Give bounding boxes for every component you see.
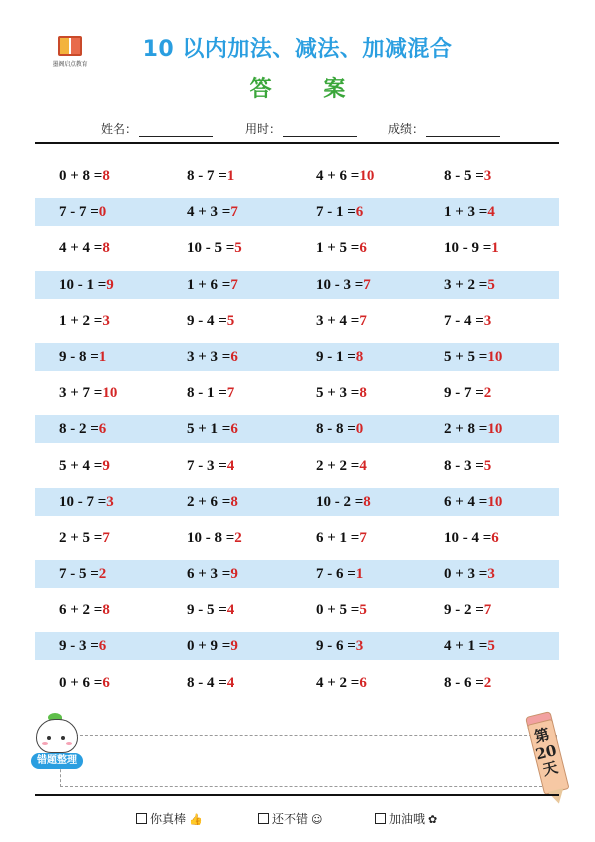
problem-item (59, 596, 110, 624)
day-prefix: 第 (532, 725, 552, 747)
answer: 4 (487, 204, 495, 221)
question: 5 + 5 = (444, 348, 488, 365)
problem-item (59, 452, 110, 480)
problem-item (316, 524, 367, 552)
problem-item (59, 343, 106, 371)
question: 3 + 2 = (444, 276, 488, 293)
answer: 7 (102, 529, 110, 546)
problem-item (187, 488, 238, 516)
problem-item (187, 669, 234, 697)
question: 7 - 7 = (59, 204, 99, 221)
self-evaluation (0, 808, 595, 828)
answer: 3 (102, 312, 110, 329)
answer: 6 (98, 638, 107, 655)
problem-row (35, 379, 559, 407)
problem-row (35, 271, 559, 299)
option-good[interactable] (258, 810, 322, 827)
problem-item (187, 307, 234, 335)
problem-row (35, 343, 559, 371)
answer: 0 (98, 204, 107, 221)
answer: 1 (491, 240, 499, 257)
review-area[interactable] (60, 735, 557, 787)
problem-item (316, 632, 363, 660)
question: 8 - 1 = (187, 385, 227, 402)
problem-row (35, 632, 559, 660)
question: 7 - 5 = (59, 566, 99, 583)
problem-row (35, 452, 559, 480)
question: 9 - 3 = (59, 638, 99, 655)
score-field[interactable] (388, 120, 500, 137)
answer: 9 (106, 276, 114, 293)
problem-row (35, 669, 559, 697)
answer: 6 (230, 421, 238, 438)
problem-item (59, 379, 117, 407)
answer: 8 (359, 385, 367, 402)
problem-item (187, 560, 238, 588)
problem-item (316, 271, 371, 299)
question: 2 + 8 = (444, 421, 488, 438)
problem-item (187, 234, 242, 262)
question: 9 - 4 = (187, 312, 227, 329)
problem-item (316, 415, 363, 443)
question: 0 + 8 = (59, 168, 103, 184)
answer: 6 (355, 204, 364, 221)
problem-row (35, 198, 559, 226)
problem-item (316, 488, 371, 516)
answer: 10 (359, 168, 375, 184)
question: 4 + 1 = (444, 638, 488, 655)
brand-name: 墨阁启点教育 (52, 61, 88, 68)
answer: 7 (226, 385, 235, 402)
question: 8 - 4 = (187, 674, 227, 691)
question: 5 + 1 = (187, 421, 231, 438)
problem-item (59, 632, 106, 660)
question: 4 + 3 = (187, 204, 231, 221)
thumbs-up-icon: 👍 (189, 813, 203, 826)
problem-item (59, 560, 106, 588)
question: 6 + 1 = (316, 529, 360, 546)
answer: 6 (359, 240, 367, 257)
problem-row (35, 162, 559, 190)
problem-item (59, 162, 110, 190)
answer: 4 (226, 457, 235, 474)
problem-row (35, 415, 559, 443)
question: 10 - 3 = (316, 276, 364, 293)
answer: 1 (98, 348, 107, 365)
problem-grid (35, 162, 559, 705)
answer: 7 (230, 204, 238, 221)
day-suffix: 天 (540, 758, 560, 780)
smiley-icon: ☺ (311, 813, 323, 826)
cat-blush (66, 742, 72, 745)
answer: 7 (363, 276, 371, 293)
answer: 3 (355, 638, 364, 655)
answer: 4 (226, 674, 235, 691)
question: 0 + 5 = (316, 602, 360, 619)
answer: 6 (491, 529, 499, 546)
question: 5 + 4 = (59, 457, 103, 474)
day-number: 20 (533, 740, 559, 764)
problem-item (59, 271, 114, 299)
answer: 9 (230, 638, 238, 655)
problem-item (444, 669, 491, 697)
question: 4 + 6 = (316, 168, 360, 184)
answer: 10 (487, 421, 503, 438)
question: 7 - 1 = (316, 204, 356, 221)
name-label: 姓名： (101, 122, 138, 136)
student-info-bar (0, 118, 595, 138)
question: 7 - 4 = (444, 312, 484, 329)
question: 8 - 6 = (444, 674, 484, 691)
review-badge: 错题整理 (31, 753, 83, 769)
option-good-label: 还不错 (272, 812, 309, 826)
problem-item (444, 524, 499, 552)
problem-item (444, 596, 491, 624)
pencil-tip (548, 788, 567, 805)
time-label: 用时： (245, 122, 282, 136)
problem-item (444, 271, 495, 299)
question: 10 - 5 = (187, 240, 235, 257)
question: 3 + 3 = (187, 348, 231, 365)
question: 9 - 5 = (187, 602, 227, 619)
answer: 0 (355, 421, 364, 438)
header-divider (35, 142, 559, 144)
question: 9 - 8 = (59, 348, 99, 365)
answer: 8 (102, 240, 110, 257)
answer: 9 (230, 566, 238, 583)
problem-item (187, 452, 234, 480)
answer: 5 (483, 457, 492, 474)
answer: 3 (487, 566, 495, 583)
problem-item (444, 488, 502, 516)
answer: 6 (230, 348, 238, 365)
answer: 3 (483, 312, 492, 329)
question: 8 - 7 = (187, 168, 227, 184)
problem-item (316, 234, 367, 262)
question: 6 + 4 = (444, 493, 488, 510)
answer: 9 (102, 457, 110, 474)
answer: 7 (483, 602, 492, 619)
question: 0 + 9 = (187, 638, 231, 655)
question: 10 - 9 = (444, 240, 492, 257)
problem-row (35, 488, 559, 516)
question: 10 - 7 = (59, 493, 107, 510)
answer: 4 (359, 457, 367, 474)
score-blank[interactable] (426, 124, 500, 137)
problem-item (444, 379, 491, 407)
question: 2 + 6 = (187, 493, 231, 510)
question: 2 + 5 = (59, 529, 103, 546)
problem-item (187, 379, 234, 407)
name-blank[interactable] (139, 124, 213, 137)
question: 6 + 2 = (59, 602, 103, 619)
problem-item (444, 415, 502, 443)
answer: 2 (234, 529, 242, 546)
answer: 8 (102, 602, 110, 619)
problem-item (444, 560, 495, 588)
problem-item (187, 524, 242, 552)
option-great-label: 你真棒 (150, 812, 187, 826)
question: 7 - 6 = (316, 566, 356, 583)
checkbox[interactable] (136, 813, 147, 824)
cheer-icon: ✿ (428, 813, 438, 826)
problem-item (59, 198, 106, 226)
problem-item (316, 307, 367, 335)
problem-item (444, 162, 491, 190)
problem-item (444, 234, 499, 262)
answer: 8 (102, 168, 110, 184)
question: 4 + 4 = (59, 240, 103, 257)
answer: 6 (102, 674, 110, 691)
question: 6 + 3 = (187, 566, 231, 583)
question: 5 + 3 = (316, 385, 360, 402)
checkbox[interactable] (258, 813, 269, 824)
problem-item (187, 271, 238, 299)
answer: 1 (355, 566, 364, 583)
answer: 6 (359, 674, 367, 691)
answer: 10 (487, 348, 503, 365)
problem-item (316, 452, 367, 480)
problem-item (316, 343, 363, 371)
answer: 5 (359, 602, 367, 619)
option-keep-going[interactable] (375, 810, 437, 827)
question: 9 - 7 = (444, 385, 484, 402)
question: 10 - 8 = (187, 529, 235, 546)
question: 1 + 6 = (187, 276, 231, 293)
answer: 8 (230, 493, 238, 510)
answer: 5 (234, 240, 242, 257)
cat-eye (47, 736, 51, 740)
question: 9 - 6 = (316, 638, 356, 655)
page-subtitle: 答 案 (249, 77, 368, 102)
problem-item (316, 379, 367, 407)
question: 8 - 2 = (59, 421, 99, 438)
answer: 10 (487, 493, 503, 510)
problem-item (187, 415, 238, 443)
answer: 2 (98, 566, 107, 583)
page-title: 10 以内加法、减法、加减混合 (142, 37, 453, 62)
option-great[interactable] (136, 810, 203, 827)
problem-item (316, 560, 363, 588)
cat-blush (42, 742, 48, 745)
question: 1 + 3 = (444, 204, 488, 221)
cat-head (36, 719, 78, 753)
answer: 8 (363, 493, 371, 510)
answer: 1 (226, 168, 235, 184)
question: 3 + 4 = (316, 312, 360, 329)
checkbox[interactable] (375, 813, 386, 824)
answer: 6 (98, 421, 107, 438)
question: 8 - 3 = (444, 457, 484, 474)
question: 3 + 7 = (59, 385, 103, 402)
problem-item (187, 632, 238, 660)
problem-item (59, 669, 110, 697)
question: 2 + 2 = (316, 457, 360, 474)
answer: 2 (483, 674, 492, 691)
footer-divider (35, 794, 559, 796)
question: 8 - 8 = (316, 421, 356, 438)
problem-row (35, 596, 559, 624)
question: 0 + 6 = (59, 674, 103, 691)
problem-row (35, 560, 559, 588)
answer: 4 (226, 602, 235, 619)
problem-item (444, 198, 495, 226)
question: 1 + 2 = (59, 312, 103, 329)
answer: 5 (487, 276, 495, 293)
problem-item (59, 234, 110, 262)
problem-item (187, 343, 238, 371)
question: 9 - 2 = (444, 602, 484, 619)
time-blank[interactable] (283, 124, 357, 137)
answer: 5 (487, 638, 495, 655)
answer: 7 (230, 276, 238, 293)
question: 8 - 5 = (444, 168, 484, 184)
problem-item (187, 162, 234, 190)
question: 1 + 5 = (316, 240, 360, 257)
problem-row (35, 234, 559, 262)
answer: 3 (483, 168, 492, 184)
problem-item (444, 452, 491, 480)
answer: 7 (359, 312, 367, 329)
problem-item (59, 415, 106, 443)
time-field[interactable] (245, 120, 357, 137)
answer: 5 (226, 312, 235, 329)
problem-item (316, 162, 374, 190)
problem-item (444, 632, 495, 660)
problem-row (35, 307, 559, 335)
question: 7 - 3 = (187, 457, 227, 474)
cat-eye (61, 736, 65, 740)
question: 10 - 2 = (316, 493, 364, 510)
answer: 7 (359, 529, 367, 546)
option-keep-going-label: 加油哦 (389, 812, 426, 826)
question: 0 + 3 = (444, 566, 488, 583)
name-field[interactable] (101, 120, 213, 137)
answer: 2 (483, 385, 492, 402)
problem-item (316, 669, 367, 697)
problem-row (35, 524, 559, 552)
problem-item (187, 596, 234, 624)
problem-item (59, 524, 110, 552)
question: 4 + 2 = (316, 674, 360, 691)
problem-item (187, 198, 238, 226)
question: 10 - 1 = (59, 276, 107, 293)
score-label: 成绩： (388, 122, 425, 136)
answer: 3 (106, 493, 114, 510)
problem-item (444, 307, 491, 335)
problem-item (316, 596, 367, 624)
answer: 8 (355, 348, 364, 365)
question: 10 - 4 = (444, 529, 492, 546)
problem-item (316, 198, 363, 226)
question: 9 - 1 = (316, 348, 356, 365)
problem-item (59, 488, 114, 516)
answer: 10 (102, 385, 118, 402)
problem-item (59, 307, 110, 335)
problem-item (444, 343, 502, 371)
